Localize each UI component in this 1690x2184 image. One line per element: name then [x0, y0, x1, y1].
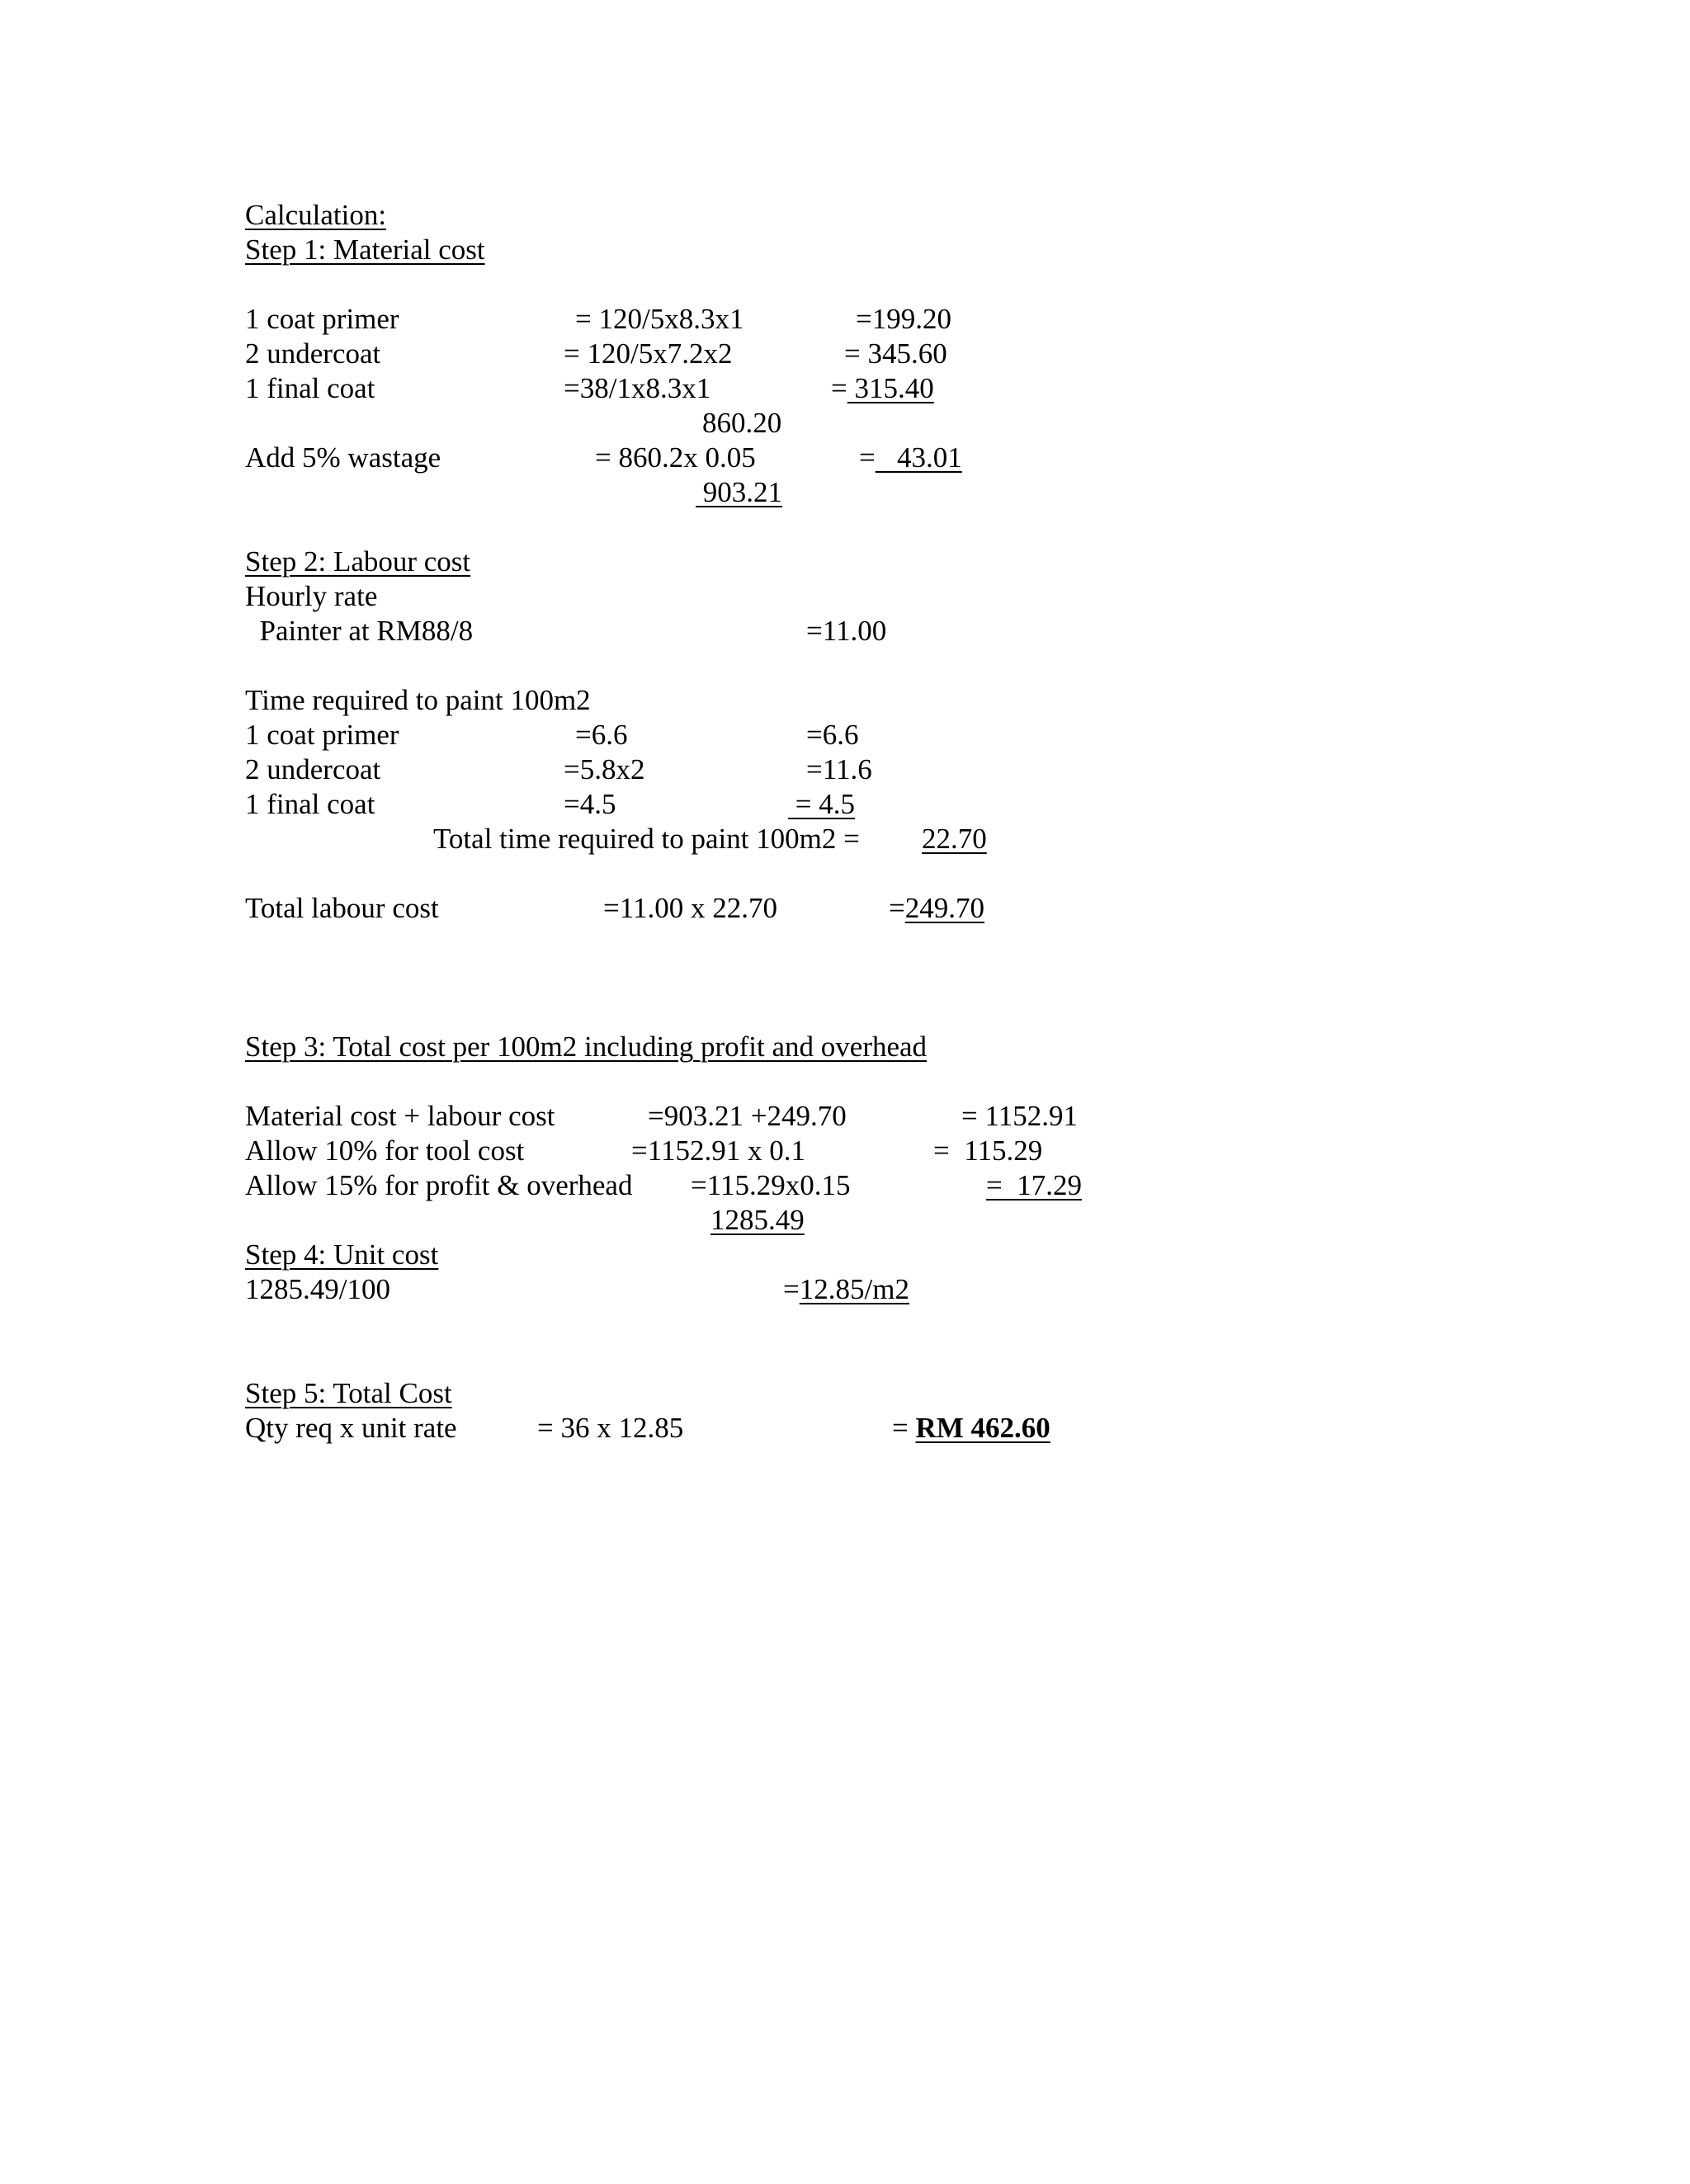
step1-row-label: 1 coat primer — [245, 303, 399, 335]
time-row-formula: =5.8x2 — [564, 753, 645, 785]
result-value: 199.20 — [871, 303, 951, 335]
step3-row-formula: =1152.91 x 0.1 — [631, 1134, 805, 1167]
result-value: RM 462.60 — [915, 1412, 1050, 1444]
equals-sign: = — [889, 892, 905, 924]
step1-row-result — [856, 303, 951, 336]
unit-cost-result — [783, 1273, 909, 1306]
step3-row-label: Allow 15% for profit & overhead — [245, 1169, 633, 1201]
calculation-heading: Calculation: — [245, 199, 387, 231]
labour-cost-formula: =11.00 x 22.70 — [603, 892, 777, 924]
total-cost-formula: = 36 x 12.85 — [537, 1412, 684, 1444]
painter-result: =11.00 — [806, 615, 887, 647]
step5-title: Step 5: Total Cost — [245, 1377, 452, 1409]
labour-cost-label: Total labour cost — [245, 892, 439, 924]
step1-title: Step 1: Material cost — [245, 233, 485, 266]
time-row-formula: =4.5 — [564, 788, 616, 820]
result-value: 315.40 — [847, 372, 934, 404]
total-time-value: 22.70 — [922, 823, 987, 855]
time-row-formula: =6.6 — [575, 719, 628, 751]
equals-sign: = — [859, 441, 876, 474]
step3-row-formula: =115.29x0.15 — [691, 1169, 851, 1201]
time-row-label: 2 undercoat — [245, 753, 381, 785]
step2-title: Step 2: Labour cost — [245, 545, 471, 578]
step3-row-result: = 115.29 — [933, 1134, 1043, 1167]
step3-row-result: = 1152.91 — [961, 1100, 1078, 1132]
wastage-formula: = 860.2x 0.05 — [595, 441, 756, 474]
step3-title: Step 3: Total cost per 100m2 including profit and overhead — [245, 1031, 928, 1063]
time-row-result: = 4.5 — [788, 788, 855, 820]
total-cost-label: Qty req x unit rate — [245, 1412, 457, 1444]
step1-row-formula: = 120/5x8.3x1 — [575, 303, 744, 335]
equals-sign: = — [844, 337, 868, 370]
time-heading: Time required to paint 100m2 — [245, 684, 591, 716]
step3-row-label: Material cost + labour cost — [245, 1100, 555, 1132]
step1-row-result — [844, 337, 947, 370]
hourly-rate-label: Hourly rate — [245, 580, 378, 612]
step3-row-label: Allow 10% for tool cost — [245, 1134, 525, 1167]
step1-row-formula: = 120/5x7.2x2 — [564, 337, 733, 370]
equals-sign: = — [892, 1412, 916, 1444]
step3-row-formula: =903.21 +249.70 — [648, 1100, 847, 1132]
time-row-label: 1 final coat — [245, 788, 375, 820]
time-row-result: =6.6 — [806, 719, 859, 751]
total-cost-result — [892, 1412, 1050, 1445]
time-row-result: =11.6 — [806, 753, 872, 785]
total-time-label: Total time required to paint 100m2 = — [433, 823, 860, 855]
step1-row-label: 1 final coat — [245, 372, 375, 404]
result-value: 345.60 — [867, 337, 947, 370]
step1-row-label: 2 undercoat — [245, 337, 381, 370]
labour-cost-result — [889, 892, 984, 925]
wastage-result — [859, 441, 962, 474]
step1-total: 903.21 — [696, 476, 782, 508]
equals-sign: = — [831, 372, 847, 404]
equals-sign: = — [783, 1273, 800, 1305]
step3-row-result: = 17.29 — [986, 1169, 1082, 1201]
unit-cost-formula: 1285.49/100 — [245, 1273, 390, 1305]
step1-subtotal: 860.20 — [702, 407, 782, 439]
step4-title: Step 4: Unit cost — [245, 1238, 439, 1271]
equals-sign: = — [856, 303, 872, 335]
step1-row-formula: =38/1x8.3x1 — [564, 372, 711, 404]
step3-total: 1285.49 — [710, 1204, 805, 1236]
step1-row-result — [831, 372, 934, 405]
result-value: 12.85/m2 — [799, 1273, 909, 1305]
time-row-label: 1 coat primer — [245, 719, 399, 751]
result-value: 249.70 — [904, 892, 984, 924]
result-value: 43.01 — [875, 441, 962, 474]
painter-label: Painter at RM88/8 — [245, 615, 474, 647]
wastage-label: Add 5% wastage — [245, 441, 441, 474]
